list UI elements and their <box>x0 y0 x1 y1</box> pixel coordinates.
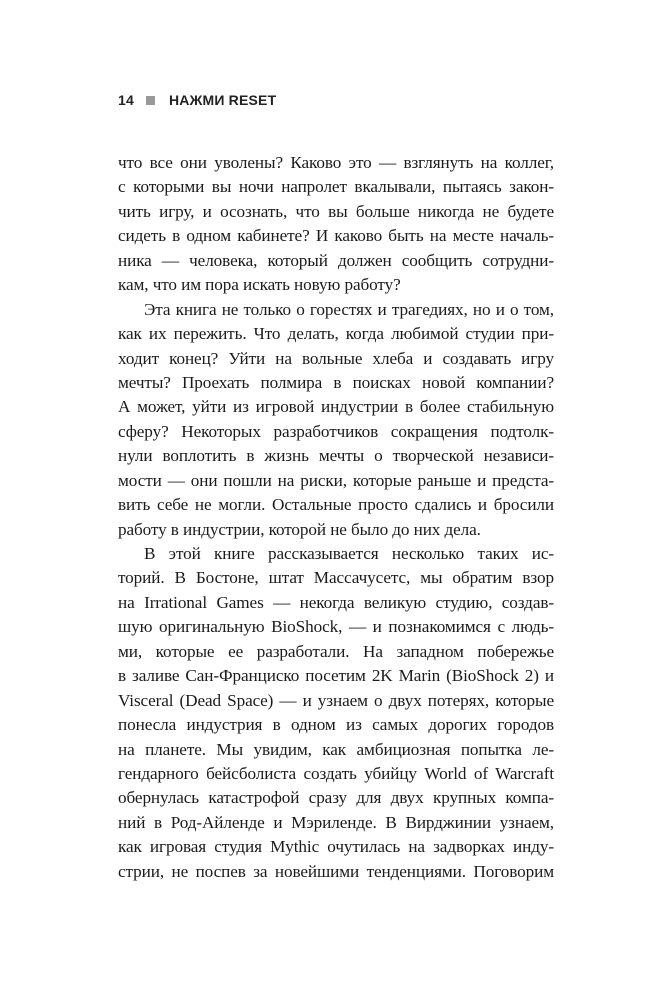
text-line: работу в индустрии, которой не было до них дела. <box>118 519 481 539</box>
page-number: 14 <box>118 92 134 108</box>
paragraph-1 <box>118 151 554 298</box>
text-line: обернулась катастрофой сразу для двух крупных компа- <box>118 788 554 808</box>
text-line: как их пережить. Что делать, когда любимой студии при- <box>118 324 554 344</box>
text-line: гендарного бейсболиста создать убийцу World of Warcraft <box>118 763 554 783</box>
text-line: А может, уйти из игровой индустрии в более стабильную <box>118 397 554 417</box>
text-line: торий. В Бостоне, штат Массачусетс, мы обратим взор <box>118 568 554 588</box>
body-text <box>118 151 554 884</box>
text-line: ника — человека, который должен сообщить сотрудни- <box>118 250 554 270</box>
text-line: на Irrational Games — некогда великую студию, создав- <box>118 592 554 612</box>
text-line: ходит конец? Уйти на вольные хлеба и создавать игру <box>118 348 554 368</box>
square-separator-icon <box>146 96 155 105</box>
text-line: кам, что им пора искать новую работу? <box>118 275 401 295</box>
text-line: с которыми вы ночи напролет вкалывали, пытаясь закон- <box>118 177 554 197</box>
text-line: что все они уволены? Каково это — взглянуть на коллег, <box>118 153 554 172</box>
text-line: сидеть в одном кабинете? И каково быть на месте началь- <box>118 226 554 246</box>
paragraph-3 <box>118 542 554 884</box>
text-line: нули воплотить в жизнь мечты о творческой независи- <box>118 446 554 466</box>
text-line: стрии, не поспев за новейшими тенденциями. Поговорим <box>118 861 554 881</box>
text-line: шую оригинальную BioShock, — и познакомимся с людь- <box>118 617 554 637</box>
text-line: Эта книга не только о горестях и трагедиях, но и о том, <box>144 299 554 319</box>
text-line: на планете. Мы увидим, как амбициозная попытка ле- <box>118 739 554 759</box>
text-line: ми, которые ее разработали. На западном побережье <box>118 641 554 661</box>
text-line: понесла индустрия в одном из самых дорогих городов <box>118 715 554 735</box>
text-line: Visceral (Dead Space) — и узнаем о двух потерях, которые <box>118 690 554 710</box>
text-line: сферу? Некоторых разработчиков сокращения подтолк- <box>118 421 554 441</box>
book-title: НАЖМИ RESET <box>168 92 277 108</box>
text-line: мечты? Проехать полмира в поисках новой компании? <box>118 372 554 392</box>
text-line: чить игру, и осознать, что вы больше никогда не будете <box>118 201 554 221</box>
text-line: как игровая студия Mythic очутилась на задворках инду- <box>118 837 554 857</box>
text-line: В этой книге рассказывается несколько таких ис- <box>144 544 554 563</box>
running-head <box>118 90 276 110</box>
text-line: ний в Род-Айленде и Мэриленде. В Вирджинии узнаем, <box>118 812 554 832</box>
text-line: мости — они пошли на риски, которые раньше и предста- <box>118 470 554 490</box>
text-line: в заливе Сан-Франциско посетим 2K Marin (BioShock 2) и <box>118 666 554 686</box>
text-line: вить себе не могли. Остальные просто сдались и бросили <box>118 495 554 515</box>
paragraph-2 <box>118 298 554 542</box>
